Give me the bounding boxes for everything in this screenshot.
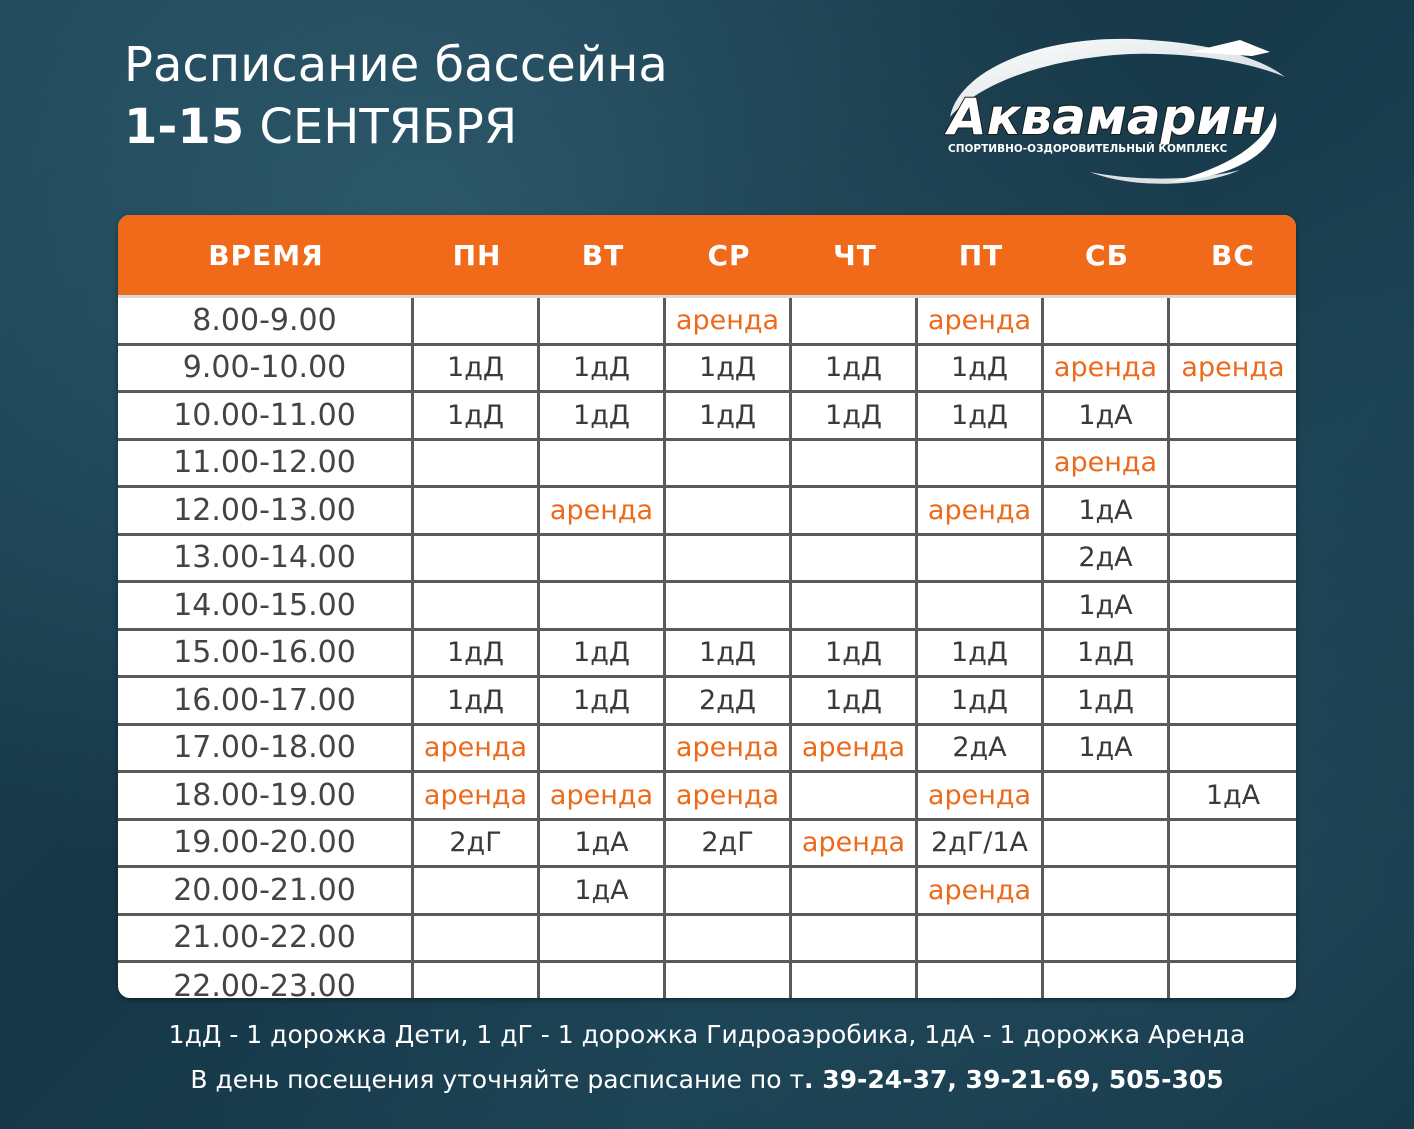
schedule-cell <box>540 963 666 998</box>
date-range-bold: 1-15 <box>124 99 245 155</box>
schedule-cell <box>414 536 540 581</box>
header-mon: ПН <box>452 238 502 272</box>
time-cell: 19.00-20.00 <box>118 821 414 866</box>
table-row <box>118 298 1296 346</box>
schedule-cell <box>918 536 1044 581</box>
schedule-cell <box>792 536 918 581</box>
schedule-cell <box>414 441 540 486</box>
schedule-cell: аренда <box>918 773 1044 818</box>
time-cell: 9.00-10.00 <box>118 346 414 391</box>
table-row <box>118 631 1296 679</box>
schedule-cell <box>1170 678 1296 723</box>
schedule-cell <box>414 868 540 913</box>
swimmer-wave-logo-icon <box>940 22 1300 187</box>
schedule-cell <box>666 916 792 961</box>
schedule-cell <box>540 441 666 486</box>
logo-subtitle: СПОРТИВНО-ОЗДОРОВИТЕЛЬНЫЙ КОМПЛЕКС <box>948 143 1228 155</box>
time-cell: 13.00-14.00 <box>118 536 414 581</box>
schedule-cell: 1дД <box>918 393 1044 438</box>
schedule-cell: 1дД <box>414 631 540 676</box>
schedule-cell <box>918 441 1044 486</box>
schedule-cell: 1дД <box>540 678 666 723</box>
schedule-cell: 1дД <box>792 393 918 438</box>
schedule-cell <box>1044 773 1170 818</box>
time-cell: 14.00-15.00 <box>118 583 414 628</box>
schedule-cell: 1дА <box>540 868 666 913</box>
schedule-cell <box>1170 963 1296 998</box>
schedule-cell <box>1170 536 1296 581</box>
phone-numbers: . 39-24-37, 39-21-69, 505-305 <box>804 1065 1224 1094</box>
table-row <box>118 536 1296 584</box>
schedule-cell: аренда <box>918 868 1044 913</box>
schedule-cell: аренда <box>666 773 792 818</box>
time-cell: 8.00-9.00 <box>118 298 414 343</box>
schedule-cell <box>1044 963 1170 998</box>
header-sun: ВС <box>1211 238 1255 272</box>
schedule-cell <box>1170 393 1296 438</box>
title-line-2 <box>124 96 668 158</box>
schedule-cell <box>792 441 918 486</box>
table-row <box>118 963 1296 998</box>
header-wed: СР <box>707 238 751 272</box>
schedule-cell: аренда <box>918 488 1044 533</box>
time-cell: 20.00-21.00 <box>118 868 414 913</box>
schedule-cell: аренда <box>1044 346 1170 391</box>
schedule-cell: 1дД <box>1044 631 1170 676</box>
schedule-cell: 1дА <box>1044 583 1170 628</box>
schedule-cell: 1дД <box>666 346 792 391</box>
schedule-cell: 2дГ/1А <box>918 821 1044 866</box>
contact-prefix: В день посещения уточняйте расписание по т <box>190 1065 805 1094</box>
schedule-cell: 1дД <box>918 678 1044 723</box>
time-cell: 22.00-23.00 <box>118 963 414 998</box>
logo-wordmark: Аквамарин <box>948 88 1266 146</box>
schedule-cell: 1дА <box>540 821 666 866</box>
schedule-cell: 2дГ <box>666 821 792 866</box>
schedule-cell <box>792 583 918 628</box>
schedule-cell: 2дГ <box>414 821 540 866</box>
schedule-cell: 1дД <box>540 346 666 391</box>
table-row <box>118 916 1296 964</box>
schedule-cell <box>792 868 918 913</box>
table-row <box>118 821 1296 869</box>
schedule-cell: 2дА <box>918 726 1044 771</box>
schedule-cell <box>540 583 666 628</box>
schedule-cell <box>792 963 918 998</box>
schedule-cell: 1дД <box>414 678 540 723</box>
schedule-cell: 1дД <box>792 346 918 391</box>
table-row <box>118 583 1296 631</box>
schedule-cell <box>666 488 792 533</box>
schedule-cell <box>666 963 792 998</box>
time-cell: 10.00-11.00 <box>118 393 414 438</box>
table-body <box>118 298 1296 998</box>
schedule-cell <box>540 298 666 343</box>
schedule-cell <box>792 773 918 818</box>
header-tue: ВТ <box>581 238 625 272</box>
schedule-cell <box>1170 441 1296 486</box>
header-sat: СБ <box>1085 238 1129 272</box>
schedule-cell <box>1044 916 1170 961</box>
schedule-cell: 1дД <box>414 346 540 391</box>
title-line-1: Расписание бассейна <box>124 37 668 93</box>
schedule-cell <box>540 916 666 961</box>
schedule-cell: аренда <box>540 773 666 818</box>
time-cell: 18.00-19.00 <box>118 773 414 818</box>
schedule-cell: 1дД <box>540 631 666 676</box>
schedule-cell: 1дД <box>1044 678 1170 723</box>
schedule-cell <box>414 583 540 628</box>
schedule-cell <box>666 868 792 913</box>
schedule-cell: 1дД <box>540 393 666 438</box>
schedule-cell <box>414 916 540 961</box>
schedule-cell <box>414 298 540 343</box>
schedule-cell <box>1170 726 1296 771</box>
schedule-cell <box>1170 916 1296 961</box>
header-fri: ПТ <box>958 238 1004 272</box>
schedule-cell: 1дД <box>792 631 918 676</box>
date-range-month: СЕНТЯБРЯ <box>244 99 518 155</box>
time-cell: 16.00-17.00 <box>118 678 414 723</box>
schedule-cell <box>1170 868 1296 913</box>
table-row <box>118 726 1296 774</box>
schedule-cell <box>1170 298 1296 343</box>
schedule-cell <box>1044 821 1170 866</box>
schedule-cell: 1дД <box>918 631 1044 676</box>
table-row <box>118 678 1296 726</box>
time-cell: 11.00-12.00 <box>118 441 414 486</box>
schedule-cell: аренда <box>918 298 1044 343</box>
schedule-cell <box>1170 583 1296 628</box>
schedule-cell <box>666 536 792 581</box>
table-row <box>118 393 1296 441</box>
schedule-cell <box>792 298 918 343</box>
schedule-cell: аренда <box>1181 352 1285 384</box>
table-row <box>118 346 1296 394</box>
schedule-cell: 1дА <box>1205 779 1261 811</box>
schedule-cell: 1дД <box>414 393 540 438</box>
schedule-cell: аренда <box>792 726 918 771</box>
table-header <box>118 215 1296 298</box>
schedule-cell <box>414 963 540 998</box>
schedule-cell <box>918 583 1044 628</box>
schedule-cell: 1дД <box>666 393 792 438</box>
table-row <box>118 441 1296 489</box>
contact-line <box>0 1065 1414 1094</box>
schedule-cell: аренда <box>666 298 792 343</box>
schedule-cell: аренда <box>792 821 918 866</box>
schedule-cell <box>1170 488 1296 533</box>
legend-text: 1дД - 1 дорожка Дети, 1 дГ - 1 дорожка Гидроаэробика, 1дА - 1 дорожка Аренда <box>168 1020 1246 1049</box>
schedule-cell <box>918 963 1044 998</box>
schedule-cell <box>1044 298 1170 343</box>
time-cell: 21.00-22.00 <box>118 916 414 961</box>
schedule-cell <box>1044 868 1170 913</box>
schedule-cell: 1дД <box>792 678 918 723</box>
table-row <box>118 488 1296 536</box>
time-cell: 15.00-16.00 <box>118 631 414 676</box>
header-thu: ЧТ <box>833 238 877 272</box>
page-title <box>124 34 668 158</box>
schedule-cell: 1дД <box>666 631 792 676</box>
schedule-cell: 1дА <box>1044 488 1170 533</box>
schedule-cell: 2дД <box>666 678 792 723</box>
schedule-cell: аренда <box>1044 441 1170 486</box>
schedule-cell <box>540 536 666 581</box>
schedule-cell: 1дА <box>1044 726 1170 771</box>
table-row <box>118 868 1296 916</box>
schedule-cell <box>792 488 918 533</box>
table-row <box>118 773 1296 821</box>
schedule-cell <box>540 726 666 771</box>
schedule-cell <box>792 916 918 961</box>
schedule-cell <box>666 583 792 628</box>
schedule-cell <box>1170 821 1296 866</box>
schedule-cell: 2дА <box>1044 536 1170 581</box>
time-cell: 17.00-18.00 <box>118 726 414 771</box>
schedule-cell <box>666 441 792 486</box>
schedule-cell: 1дД <box>918 346 1044 391</box>
header-time: ВРЕМЯ <box>208 238 324 272</box>
time-cell: 12.00-13.00 <box>118 488 414 533</box>
schedule-table <box>118 215 1296 998</box>
schedule-cell <box>1170 631 1296 676</box>
schedule-cell: аренда <box>540 488 666 533</box>
schedule-cell: аренда <box>414 726 540 771</box>
schedule-cell: аренда <box>666 726 792 771</box>
schedule-cell: аренда <box>414 773 540 818</box>
schedule-cell <box>918 916 1044 961</box>
schedule-cell <box>414 488 540 533</box>
schedule-cell: 1дА <box>1044 393 1170 438</box>
